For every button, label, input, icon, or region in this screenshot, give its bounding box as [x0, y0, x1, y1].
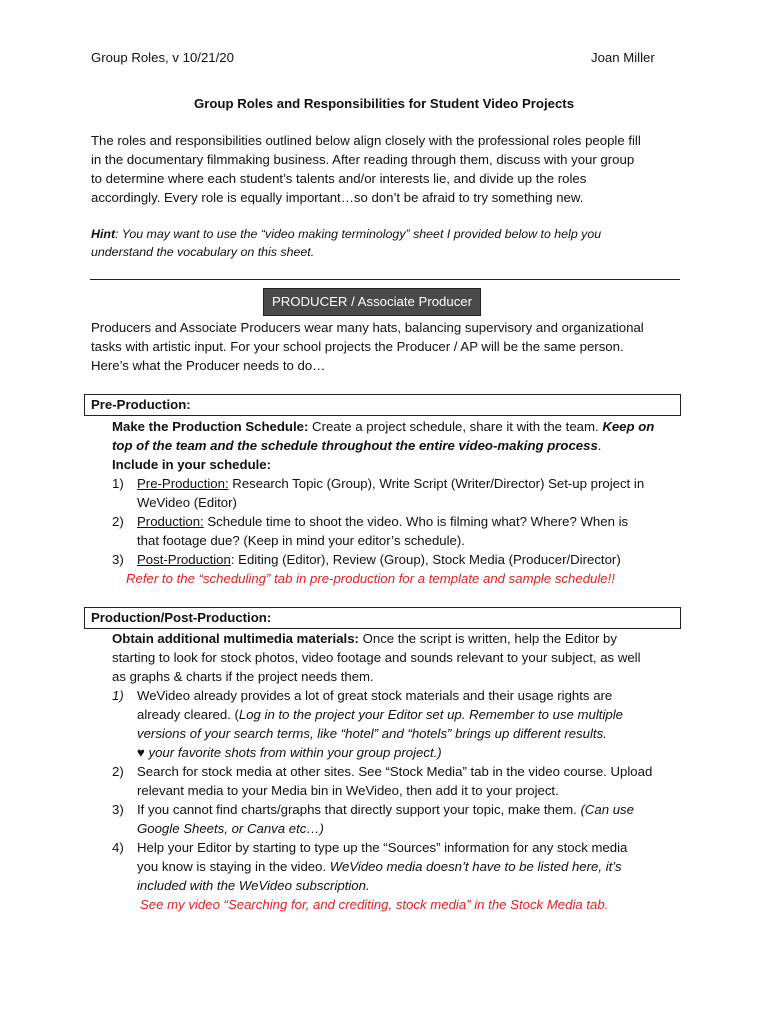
list-item-cont: [137, 857, 622, 876]
role-badge: PRODUCER / Associate Producer: [263, 288, 481, 316]
pre-production-heading: [84, 394, 681, 416]
list-item-cont: versions of your search terms, like “hotel” and “hotels” brings up different results.: [137, 726, 607, 741]
obtain-line: as graphs & charts if the project needs them.: [112, 669, 374, 684]
keep-on-line: [112, 436, 601, 455]
list-number: 4): [112, 840, 124, 855]
list-item-cont: included with the WeVideo subscription.: [137, 878, 370, 893]
role-desc-line: Producers and Associate Producers wear many hats, balancing supervisory and organizational: [91, 320, 644, 335]
intro-line: accordingly. Every role is equally important…so don’t be afraid to try something new.: [91, 190, 584, 205]
list-item-cont: [137, 705, 623, 724]
period: .: [597, 438, 602, 453]
hint-line: [91, 225, 601, 244]
document-version: Group Roles, v 10/21/20: [91, 50, 234, 65]
section-divider: [90, 279, 680, 280]
list-item-text: already cleared. (: [137, 707, 239, 722]
hint-text: : You may want to use the “video making terminology” sheet I provided below to help you: [115, 227, 602, 241]
list-item-label: Production:: [137, 514, 204, 529]
hint-label: Hint: [91, 227, 116, 241]
production-heading: [84, 607, 681, 629]
list-item-italic: your favorite shots from within your group project.): [144, 745, 442, 760]
pre-production-label: Pre-Production:: [91, 397, 191, 412]
list-item-text: If you cannot find charts/graphs that directly support your topic, make them.: [137, 802, 581, 817]
list-item-text: you know is staying in the video.: [137, 859, 330, 874]
list-item: [137, 800, 634, 819]
list-number: 2): [112, 764, 124, 779]
role-desc-line: tasks with artistic input. For your school projects the Producer / AP will be the same person.: [91, 339, 624, 354]
schedule-label: Make the Production Schedule:: [112, 419, 309, 434]
list-item: Search for stock media at other sites. See “Stock Media” tab in the video course. Upload: [137, 764, 653, 779]
list-item: [137, 512, 628, 531]
list-item-cont: Google Sheets, or Canva etc…): [137, 821, 324, 836]
stock-media-note: See my video “Searching for, and crediting, stock media” in the Stock Media tab.: [140, 897, 609, 912]
scheduling-note: Refer to the “scheduling” tab in pre-production for a template and sample schedule!!: [126, 571, 615, 586]
list-item-cont: that footage due? (Keep in mind your editor’s schedule).: [137, 533, 465, 548]
list-item-label: Pre-Production:: [137, 476, 229, 491]
list-item-label: Post-Production: [137, 552, 231, 567]
author-name: Joan Miller: [591, 50, 655, 65]
role-desc-line: Here’s what the Producer needs to do…: [91, 358, 326, 373]
intro-line: The roles and responsibilities outlined below align closely with the professional roles people fill: [91, 133, 641, 148]
keep-on-text: top of the team and the schedule throughout the entire video-making process: [112, 438, 598, 453]
list-item-italic: Log in to the project your Editor set up. Remember to use multiple: [238, 707, 623, 722]
list-item-italic: WeVideo media doesn’t have to be listed here, it’s: [329, 859, 622, 874]
list-number: 2): [112, 514, 124, 529]
heart-icon: ♥: [137, 745, 145, 760]
intro-line: to determine where each student’s talents and/or interests lie, and divide up the roles: [91, 171, 587, 186]
page-title: Group Roles and Responsibilities for Student Video Projects: [193, 96, 575, 111]
obtain-text: Once the script is written, help the Editor by: [358, 631, 617, 646]
schedule-text: Create a project schedule, share it with the team.: [308, 419, 603, 434]
production-label: Production/Post-Production:: [91, 610, 272, 625]
list-item-cont: WeVideo (Editor): [137, 495, 237, 510]
list-item: [137, 474, 644, 493]
schedule-line: [112, 417, 654, 436]
list-number: 3): [112, 802, 124, 817]
obtain-line: starting to look for stock photos, video footage and sounds relevant to your subject, as well: [112, 650, 641, 665]
list-number: 1): [112, 476, 124, 491]
list-number: 1): [112, 688, 124, 703]
list-item-text: Schedule time to shoot the video. Who is filming what? Where? When is: [203, 514, 629, 529]
list-item-text: : Editing (Editor), Review (Group), Stock Media (Producer/Director): [230, 552, 621, 567]
include-label: Include in your schedule:: [112, 457, 272, 472]
list-item: WeVideo already provides a lot of great stock materials and their usage rights are: [137, 688, 613, 703]
list-item: [137, 550, 621, 569]
hint-line: understand the vocabulary on this sheet.: [91, 245, 315, 259]
list-item-italic: (Can use: [580, 802, 634, 817]
list-item-cont: relevant media to your Media bin in WeVideo, then add it to your project.: [137, 783, 559, 798]
obtain-line: [112, 629, 617, 648]
list-number: 3): [112, 552, 124, 567]
intro-line: in the documentary filmmaking business. After reading through them, discuss with your group: [91, 152, 635, 167]
list-item-cont: [137, 743, 442, 762]
list-item-text: Research Topic (Group), Write Script (Writer/Director) Set-up project in: [228, 476, 645, 491]
obtain-label: Obtain additional multimedia materials:: [112, 631, 359, 646]
keep-on-text: Keep on: [602, 419, 655, 434]
list-item: Help your Editor by starting to type up the “Sources” information for any stock media: [137, 840, 628, 855]
